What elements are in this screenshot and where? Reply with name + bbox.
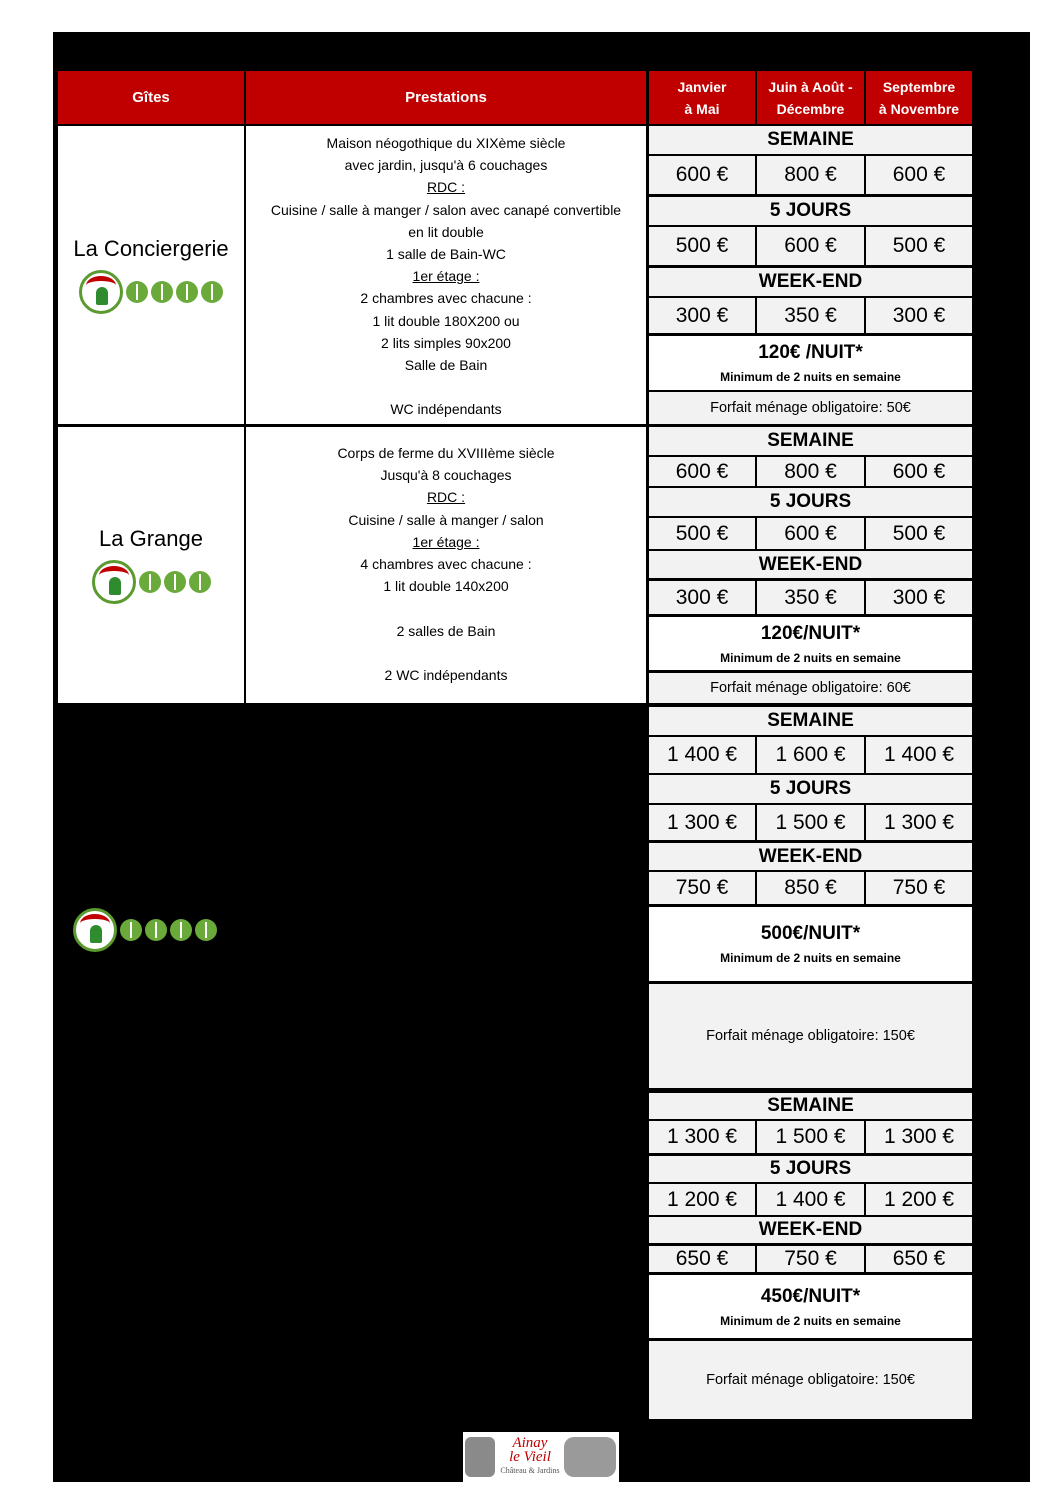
price-cell: 1 400 €: [649, 737, 755, 773]
wheat-ear-icon: [189, 571, 211, 593]
description-line: 1er étage :: [412, 533, 480, 550]
header-prestations: [246, 71, 646, 124]
price-cell: 500 €: [649, 227, 755, 265]
band-label: 5 JOURS: [769, 200, 852, 221]
header-prestations-label: Prestations: [405, 88, 487, 106]
header-col-septembre-line1: Septembre: [882, 78, 956, 95]
band-5-jours: [649, 775, 972, 803]
price-cell: 1 500 €: [757, 805, 864, 840]
band-label: WEEK-END: [758, 271, 863, 292]
minimum-nights-note: Minimum de 2 nuits en semaine: [720, 650, 901, 665]
header-col-janvier-line1: Janvier: [677, 78, 727, 95]
gite-name: La Conciergerie: [73, 236, 229, 261]
band-semaine: [649, 1093, 972, 1119]
price-cell: 1 300 €: [866, 805, 972, 840]
logo-line1: Ainay: [512, 1435, 548, 1451]
description-line: 4 chambres avec chacune :: [360, 556, 532, 573]
band-label: SEMAINE: [767, 129, 854, 150]
description-line: en lit double: [408, 223, 484, 240]
header-col-janvier-line2: à Mai: [684, 100, 720, 117]
price-cell: 1 300 €: [649, 805, 755, 840]
statue-icon: [465, 1437, 495, 1477]
header-col-septembre: [866, 71, 972, 124]
band-week-end: [649, 843, 972, 870]
header-col-juin-line1: Juin à Août -: [768, 78, 853, 95]
price-cell: 600 €: [649, 457, 755, 486]
description-line: 1 lit double 140x200: [383, 578, 509, 595]
band-label: WEEK-END: [758, 845, 863, 867]
nightly-rate-value: 500€/NUIT*: [760, 923, 861, 944]
price-cell: 1 300 €: [649, 1121, 755, 1153]
description-line: 2 lits simples 90x200: [381, 334, 511, 351]
header-col-juin: [757, 71, 864, 124]
wheat-ear-icon: [139, 571, 161, 593]
cleaning-fee: Forfait ménage obligatoire: 150€: [649, 984, 972, 1088]
header-col-janvier: [649, 71, 755, 124]
description-line: avec jardin, jusqu'à 6 couchages: [344, 157, 548, 174]
castle-enclosure-icon: [564, 1437, 616, 1477]
nightly-rate: [649, 617, 972, 670]
description-line: Cuisine / salle à manger / salon: [348, 511, 544, 528]
price-cell: 600 €: [866, 156, 972, 194]
description-line: 1er étage :: [412, 268, 480, 285]
price-cell: 300 €: [649, 581, 755, 614]
band-label: SEMAINE: [767, 430, 854, 451]
gites-de-france-emblem-icon: [79, 270, 123, 314]
description-line: Corps de ferme du XVIIIème siècle: [337, 445, 555, 461]
price-cell: 650 €: [649, 1246, 755, 1272]
logo-subtitle: Château & Jardins: [500, 1466, 560, 1475]
band-label: SEMAINE: [767, 710, 854, 731]
band-label: SEMAINE: [767, 1095, 854, 1116]
price-cell: 800 €: [757, 457, 864, 486]
nightly-rate-value: 120€/NUIT*: [760, 622, 861, 644]
description-line: Salle de Bain: [404, 357, 488, 374]
nightly-rate-value: 450€/NUIT*: [760, 1285, 861, 1307]
band-semaine: [649, 707, 972, 735]
description-line: 2 salles de Bain: [396, 622, 496, 639]
price-cell: 1 400 €: [866, 737, 972, 773]
gite-name-cell: [58, 427, 244, 703]
price-cell: 800 €: [757, 156, 864, 194]
gite-description: [246, 427, 646, 703]
price-cell: 600 €: [757, 518, 864, 549]
price-cell: 650 €: [866, 1246, 972, 1272]
wheat-ear-icon: [195, 919, 217, 941]
band-5-jours: [649, 197, 972, 225]
band-week-end: [649, 551, 972, 578]
band-semaine: [649, 427, 972, 455]
price-cell: 1 200 €: [649, 1184, 755, 1215]
description-line: [246, 376, 646, 398]
gites-de-france-emblem-icon: [92, 560, 136, 604]
nightly-rate: [649, 1275, 972, 1338]
price-cell: 1 500 €: [757, 1121, 864, 1153]
band-5-jours: [649, 1156, 972, 1182]
header-col-juin-line2: Décembre: [776, 100, 845, 117]
price-cell: 600 €: [757, 227, 864, 265]
band-week-end: [649, 1217, 972, 1243]
description-line: 1 salle de Bain-WC: [386, 246, 506, 263]
price-cell: 1 400 €: [757, 1184, 864, 1215]
description-line: [246, 642, 646, 664]
gites-de-france-emblem-icon: [73, 908, 117, 952]
band-label: 5 JOURS: [769, 491, 852, 512]
price-cell: 1 200 €: [866, 1184, 972, 1215]
price-cell: 750 €: [757, 1246, 864, 1272]
description-line: 1 lit double 180X200 ou: [372, 312, 520, 329]
wheat-ear-icon: [126, 281, 148, 303]
gites-de-france-logo: [92, 560, 211, 604]
band-label: 5 JOURS: [769, 778, 852, 799]
nightly-rate-value: 120€ /NUIT*: [758, 342, 863, 363]
band-label: WEEK-END: [758, 553, 863, 575]
price-cell: 750 €: [649, 872, 755, 904]
price-cell: 500 €: [649, 518, 755, 549]
price-cell: 1 300 €: [866, 1121, 972, 1153]
description-line: [246, 597, 646, 619]
gite-description: [246, 126, 646, 424]
minimum-nights-note: Minimum de 2 nuits en semaine: [720, 951, 901, 965]
minimum-nights-note: Minimum de 2 nuits en semaine: [720, 370, 901, 384]
ainay-le-vieil-logo: [463, 1432, 619, 1482]
price-cell: 750 €: [866, 872, 972, 904]
wheat-ear-icon: [176, 281, 198, 303]
price-cell: 600 €: [649, 156, 755, 194]
header-col-septembre-line2: à Novembre: [878, 100, 960, 117]
description-line: WC indépendants: [390, 401, 502, 418]
header-gites-label: Gîtes: [132, 88, 170, 106]
price-cell: 300 €: [649, 298, 755, 333]
wheat-ear-icon: [120, 919, 142, 941]
description-line: 2 WC indépendants: [384, 667, 508, 684]
gites-de-france-logo: [79, 270, 223, 314]
wheat-ear-icon: [151, 281, 173, 303]
wheat-ear-icon: [164, 571, 186, 593]
band-label: WEEK-END: [758, 1219, 863, 1240]
wheat-ear-icon: [201, 281, 223, 303]
band-label: 5 JOURS: [769, 1158, 852, 1179]
band-week-end: [649, 268, 972, 296]
cleaning-fee: Forfait ménage obligatoire: 150€: [649, 1341, 972, 1419]
nightly-rate: [649, 907, 972, 981]
band-5-jours: [649, 488, 972, 516]
logo-line2: le Vieil: [509, 1449, 551, 1465]
gite-name: La Grange: [99, 526, 203, 551]
price-cell: 300 €: [866, 298, 972, 333]
gite-name-cell: [58, 126, 244, 424]
price-cell: 300 €: [866, 581, 972, 614]
price-cell: 500 €: [866, 518, 972, 549]
price-cell: 500 €: [866, 227, 972, 265]
price-cell: 1 600 €: [757, 737, 864, 773]
band-semaine: [649, 126, 972, 154]
description-line: Cuisine / salle à manger / salon avec canapé convertible: [270, 201, 622, 218]
wheat-ear-icon: [145, 919, 167, 941]
price-cell: 350 €: [757, 298, 864, 333]
description-line: 2 chambres avec chacune :: [360, 290, 532, 307]
description-line: RDC :: [426, 179, 466, 196]
logo-text: [500, 1436, 559, 1478]
wheat-ear-icon: [170, 919, 192, 941]
price-cell: 850 €: [757, 872, 864, 904]
nightly-rate: [649, 336, 972, 390]
description-line: Jusqu'à 8 couchages: [380, 467, 512, 484]
cleaning-fee: Forfait ménage obligatoire: 50€: [649, 392, 972, 424]
gites-de-france-logo: [73, 908, 217, 952]
description-line: RDC :: [426, 489, 466, 506]
header-gites: [58, 71, 244, 124]
minimum-nights-note: Minimum de 2 nuits en semaine: [720, 1313, 901, 1328]
description-line: Maison néogothique du XIXème siècle: [326, 135, 566, 151]
cleaning-fee: Forfait ménage obligatoire: 60€: [649, 673, 972, 703]
price-cell: 350 €: [757, 581, 864, 614]
price-cell: 600 €: [866, 457, 972, 486]
